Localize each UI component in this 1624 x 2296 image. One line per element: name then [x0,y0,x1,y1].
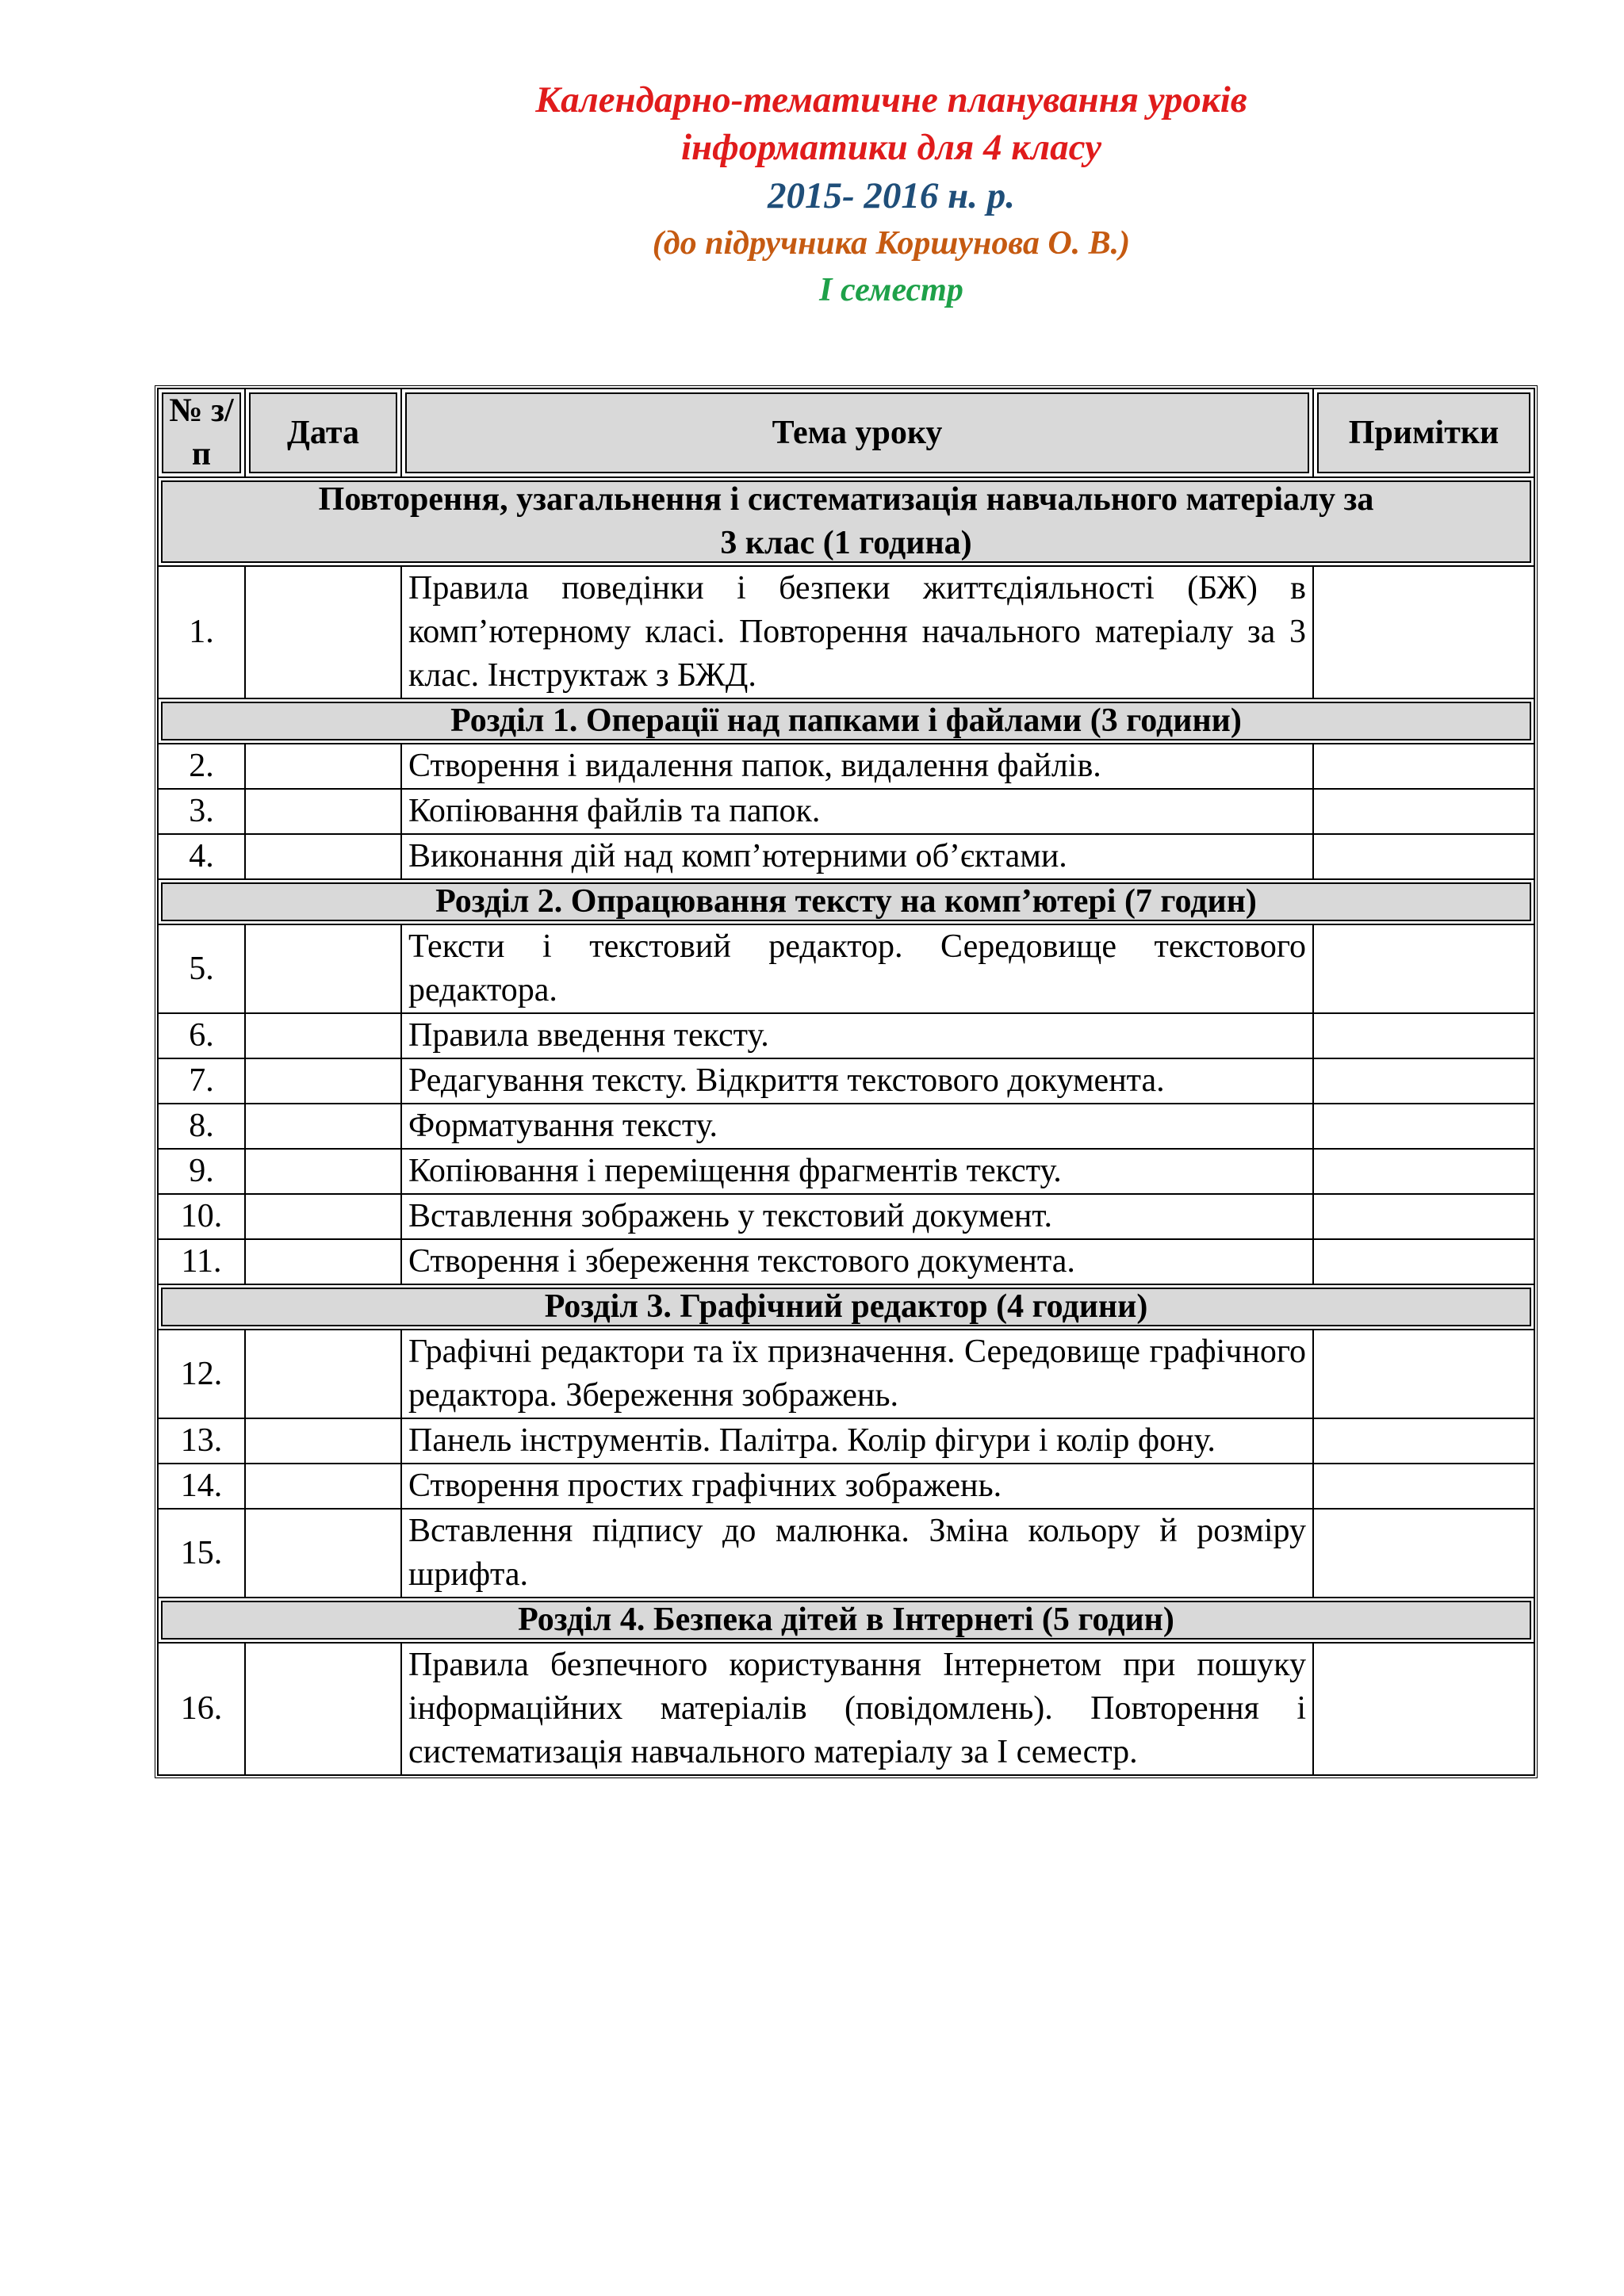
row-notes [1313,566,1534,698]
row-number: 11. [158,1239,245,1284]
row-date [245,1194,401,1239]
row-number: 9. [158,1149,245,1194]
lesson-plan-table [155,385,1538,1778]
row-notes [1313,1194,1534,1239]
section-title: Повторення, узагальнення і систематизація навчального матеріалу за 3 клас (1 година) [158,477,1534,566]
row-topic: Копіювання файлів та папок. [401,789,1313,834]
row-number: 1. [158,566,245,698]
header-date: Дата [245,388,401,477]
row-date [245,1239,401,1284]
title-line-2: інформатики для 4 класу [681,127,1101,168]
section-title: Розділ 3. Графічний редактор (4 години) [158,1284,1534,1330]
row-notes [1313,1149,1534,1194]
table-row [158,1149,1534,1194]
row-number: 4. [158,834,245,879]
row-date [245,834,401,879]
row-number: 3. [158,789,245,834]
row-date [245,789,401,834]
section-title: Розділ 1. Операції над папками і файлами (3 години) [158,698,1534,744]
title-line-1: Календарно-тематичне планування уроків [535,79,1247,121]
row-notes [1313,1104,1534,1149]
table-row [158,1239,1534,1284]
row-topic: Правила безпечного користування Інтернетом при пошуку інформаційних матеріалів (повідомлень). Повторення і систематизація навчального матеріалу за І семестр. [401,1643,1313,1775]
header-num: № з/п [158,388,245,477]
table-row [158,1104,1534,1149]
row-number: 7. [158,1058,245,1104]
section-row [158,1598,1534,1643]
table-row [158,1194,1534,1239]
row-topic: Вставлення підпису до малюнка. Зміна кольору й розміру шрифта. [401,1509,1313,1598]
row-date [245,1330,401,1418]
row-topic: Створення і видалення папок, видалення файлів. [401,744,1313,789]
row-notes [1313,1239,1534,1284]
row-number: 16. [158,1643,245,1775]
row-notes [1313,834,1534,879]
document-title [0,76,1624,314]
row-notes [1313,744,1534,789]
row-topic: Копіювання і переміщення фрагментів тексту. [401,1149,1313,1194]
row-number: 8. [158,1104,245,1149]
table-row [158,744,1534,789]
section-title: Розділ 4. Безпека дітей в Інтернеті (5 годин) [158,1598,1534,1643]
row-date [245,1104,401,1149]
table-row [158,1464,1534,1509]
row-topic: Правила введення тексту. [401,1013,1313,1058]
table-row [158,924,1534,1013]
row-number: 5. [158,924,245,1013]
row-notes [1313,1058,1534,1104]
table-header-row [158,388,1534,477]
table-row [158,1013,1534,1058]
section-title: Розділ 2. Опрацювання тексту на комп’ютері (7 годин) [158,879,1534,924]
row-topic: Створення і збереження текстового документа. [401,1239,1313,1284]
row-notes [1313,789,1534,834]
row-topic: Редагування тексту. Відкриття текстового документа. [401,1058,1313,1104]
row-date [245,1013,401,1058]
row-notes [1313,1330,1534,1418]
table-row [158,1330,1534,1418]
row-topic: Панель інструментів. Палітра. Колір фігури і колір фону. [401,1418,1313,1464]
row-date [245,1643,401,1775]
row-date [245,744,401,789]
title-semester: І семестр [819,272,963,308]
row-notes [1313,1643,1534,1775]
header-notes: Примітки [1313,388,1534,477]
table-row [158,1643,1534,1775]
section-row [158,698,1534,744]
row-date [245,1509,401,1598]
title-textbook: (до підручника Коршунова О. В.) [652,225,1131,262]
row-number: 6. [158,1013,245,1058]
row-topic: Вставлення зображень у текстовий документ. [401,1194,1313,1239]
row-number: 10. [158,1194,245,1239]
row-number: 13. [158,1418,245,1464]
row-notes [1313,1509,1534,1598]
row-date [245,924,401,1013]
row-date [245,1464,401,1509]
row-date [245,1149,401,1194]
row-date [245,1058,401,1104]
row-number: 2. [158,744,245,789]
table-row [158,566,1534,698]
row-notes [1313,1013,1534,1058]
row-notes [1313,924,1534,1013]
table-row [158,834,1534,879]
table-row [158,789,1534,834]
row-topic: Виконання дій над комп’ютерними об’єктами. [401,834,1313,879]
section-row [158,879,1534,924]
section-row [158,477,1534,566]
row-date [245,1418,401,1464]
row-date [245,566,401,698]
table-row [158,1418,1534,1464]
row-notes [1313,1418,1534,1464]
table-row [158,1509,1534,1598]
title-academic-year: 2015- 2016 н. р. [768,175,1015,216]
table-body [158,477,1534,1775]
row-notes [1313,1464,1534,1509]
section-row [158,1284,1534,1330]
table-row [158,1058,1534,1104]
row-topic: Створення простих графічних зображень. [401,1464,1313,1509]
row-topic: Тексти і текстовий редактор. Середовище текстового редактора. [401,924,1313,1013]
row-number: 14. [158,1464,245,1509]
row-topic: Форматування тексту. [401,1104,1313,1149]
row-number: 15. [158,1509,245,1598]
row-number: 12. [158,1330,245,1418]
row-topic: Графічні редактори та їх призначення. Середовище графічного редактора. Збереження зображень. [401,1330,1313,1418]
row-topic: Правила поведінки і безпеки життєдіяльності (БЖ) в комп’ютерному класі. Повторення начального матеріалу за 3 клас. Інструктаж з БЖД. [401,566,1313,698]
header-topic: Тема уроку [401,388,1313,477]
